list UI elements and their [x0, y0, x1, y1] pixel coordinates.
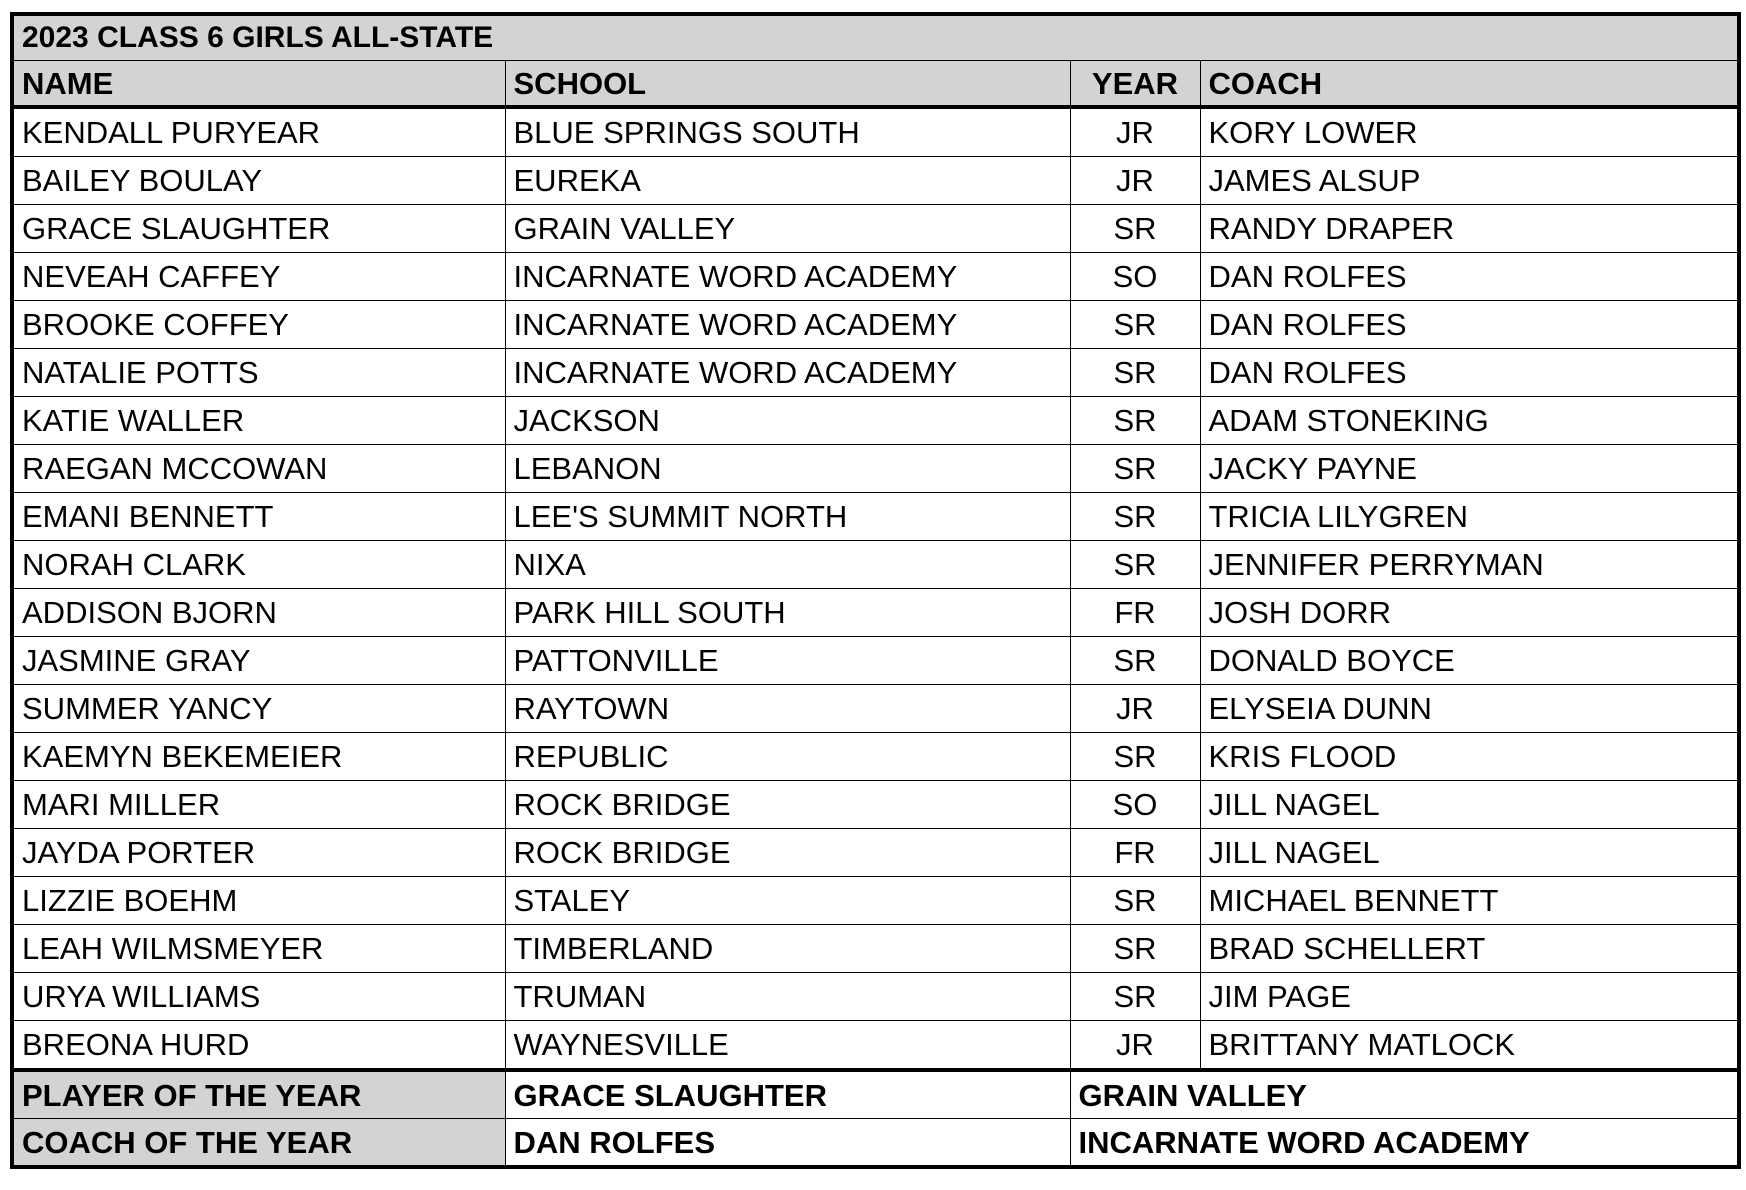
header-name: NAME [12, 61, 505, 108]
cell-year: SR [1070, 349, 1200, 397]
title-row [12, 14, 1739, 61]
cell-school: REPUBLIC [505, 733, 1070, 781]
cell-name: BREONA HURD [12, 1021, 505, 1071]
cell-name: ADDISON BJORN [12, 589, 505, 637]
cell-coach: JENNIFER PERRYMAN [1200, 541, 1739, 589]
cell-name: NORAH CLARK [12, 541, 505, 589]
table-row [12, 301, 1739, 349]
cell-school: INCARNATE WORD ACADEMY [505, 253, 1070, 301]
cell-school: RAYTOWN [505, 685, 1070, 733]
cell-school: ROCK BRIDGE [505, 829, 1070, 877]
table-row [12, 493, 1739, 541]
cell-year: SR [1070, 301, 1200, 349]
table-row [12, 107, 1739, 157]
player-award-school: GRAIN VALLEY [1070, 1070, 1739, 1119]
header-year: YEAR [1070, 61, 1200, 108]
player-of-the-year-row [12, 1070, 1739, 1119]
cell-year: SR [1070, 637, 1200, 685]
cell-coach: DAN ROLFES [1200, 301, 1739, 349]
cell-coach: JILL NAGEL [1200, 781, 1739, 829]
cell-school: PARK HILL SOUTH [505, 589, 1070, 637]
cell-coach: JOSH DORR [1200, 589, 1739, 637]
cell-school: BLUE SPRINGS SOUTH [505, 107, 1070, 157]
cell-name: KAEMYN BEKEMEIER [12, 733, 505, 781]
table-row [12, 157, 1739, 205]
table-title: 2023 CLASS 6 GIRLS ALL-STATE [12, 14, 1739, 61]
cell-year: SR [1070, 541, 1200, 589]
coach-award-name: DAN ROLFES [505, 1119, 1070, 1168]
table-row [12, 589, 1739, 637]
cell-name: NEVEAH CAFFEY [12, 253, 505, 301]
cell-name: EMANI BENNETT [12, 493, 505, 541]
cell-name: GRACE SLAUGHTER [12, 205, 505, 253]
cell-year: SR [1070, 733, 1200, 781]
cell-coach: MICHAEL BENNETT [1200, 877, 1739, 925]
table-row [12, 781, 1739, 829]
cell-name: LEAH WILMSMEYER [12, 925, 505, 973]
cell-school: NIXA [505, 541, 1070, 589]
table-row [12, 925, 1739, 973]
cell-coach: JACKY PAYNE [1200, 445, 1739, 493]
cell-school: INCARNATE WORD ACADEMY [505, 349, 1070, 397]
all-state-table [10, 12, 1741, 1169]
cell-year: SO [1070, 781, 1200, 829]
cell-year: SO [1070, 253, 1200, 301]
cell-coach: DAN ROLFES [1200, 349, 1739, 397]
header-row [12, 61, 1739, 108]
cell-school: LEBANON [505, 445, 1070, 493]
cell-name: RAEGAN MCCOWAN [12, 445, 505, 493]
cell-coach: DONALD BOYCE [1200, 637, 1739, 685]
cell-year: SR [1070, 445, 1200, 493]
cell-coach: JILL NAGEL [1200, 829, 1739, 877]
cell-coach: ADAM STONEKING [1200, 397, 1739, 445]
cell-year: JR [1070, 1021, 1200, 1071]
table-row [12, 349, 1739, 397]
cell-name: MARI MILLER [12, 781, 505, 829]
cell-name: BAILEY BOULAY [12, 157, 505, 205]
header-coach: COACH [1200, 61, 1739, 108]
header-school: SCHOOL [505, 61, 1070, 108]
cell-coach: RANDY DRAPER [1200, 205, 1739, 253]
cell-name: JASMINE GRAY [12, 637, 505, 685]
cell-year: SR [1070, 973, 1200, 1021]
table-row [12, 397, 1739, 445]
coach-award-label: COACH OF THE YEAR [12, 1119, 505, 1168]
cell-school: ROCK BRIDGE [505, 781, 1070, 829]
table-row [12, 445, 1739, 493]
cell-year: SR [1070, 877, 1200, 925]
cell-year: FR [1070, 829, 1200, 877]
cell-school: LEE'S SUMMIT NORTH [505, 493, 1070, 541]
cell-school: JACKSON [505, 397, 1070, 445]
cell-school: TRUMAN [505, 973, 1070, 1021]
table-row [12, 541, 1739, 589]
cell-school: STALEY [505, 877, 1070, 925]
cell-year: SR [1070, 397, 1200, 445]
table-row [12, 1021, 1739, 1071]
cell-year: SR [1070, 493, 1200, 541]
table-row [12, 205, 1739, 253]
cell-coach: JIM PAGE [1200, 973, 1739, 1021]
cell-coach: KRIS FLOOD [1200, 733, 1739, 781]
table-row [12, 829, 1739, 877]
cell-school: WAYNESVILLE [505, 1021, 1070, 1071]
table-row [12, 733, 1739, 781]
cell-name: SUMMER YANCY [12, 685, 505, 733]
cell-year: JR [1070, 685, 1200, 733]
cell-year: SR [1070, 205, 1200, 253]
table-body [12, 107, 1739, 1070]
cell-coach: ELYSEIA DUNN [1200, 685, 1739, 733]
coach-award-school: INCARNATE WORD ACADEMY [1070, 1119, 1739, 1168]
cell-name: URYA WILLIAMS [12, 973, 505, 1021]
cell-year: FR [1070, 589, 1200, 637]
cell-coach: BRAD SCHELLERT [1200, 925, 1739, 973]
table-row [12, 637, 1739, 685]
cell-name: BROOKE COFFEY [12, 301, 505, 349]
cell-year: JR [1070, 107, 1200, 157]
table-row [12, 685, 1739, 733]
cell-name: LIZZIE BOEHM [12, 877, 505, 925]
player-award-label: PLAYER OF THE YEAR [12, 1070, 505, 1119]
cell-school: GRAIN VALLEY [505, 205, 1070, 253]
cell-name: KATIE WALLER [12, 397, 505, 445]
cell-school: TIMBERLAND [505, 925, 1070, 973]
cell-coach: KORY LOWER [1200, 107, 1739, 157]
cell-coach: JAMES ALSUP [1200, 157, 1739, 205]
cell-name: NATALIE POTTS [12, 349, 505, 397]
cell-year: JR [1070, 157, 1200, 205]
coach-of-the-year-row [12, 1119, 1739, 1168]
cell-school: INCARNATE WORD ACADEMY [505, 301, 1070, 349]
table-row [12, 253, 1739, 301]
table-row [12, 877, 1739, 925]
cell-school: EUREKA [505, 157, 1070, 205]
awards-section [12, 1070, 1739, 1167]
cell-name: KENDALL PURYEAR [12, 107, 505, 157]
cell-coach: DAN ROLFES [1200, 253, 1739, 301]
cell-year: SR [1070, 925, 1200, 973]
cell-school: PATTONVILLE [505, 637, 1070, 685]
cell-name: JAYDA PORTER [12, 829, 505, 877]
cell-coach: TRICIA LILYGREN [1200, 493, 1739, 541]
table-row [12, 973, 1739, 1021]
cell-coach: BRITTANY MATLOCK [1200, 1021, 1739, 1071]
player-award-name: GRACE SLAUGHTER [505, 1070, 1070, 1119]
